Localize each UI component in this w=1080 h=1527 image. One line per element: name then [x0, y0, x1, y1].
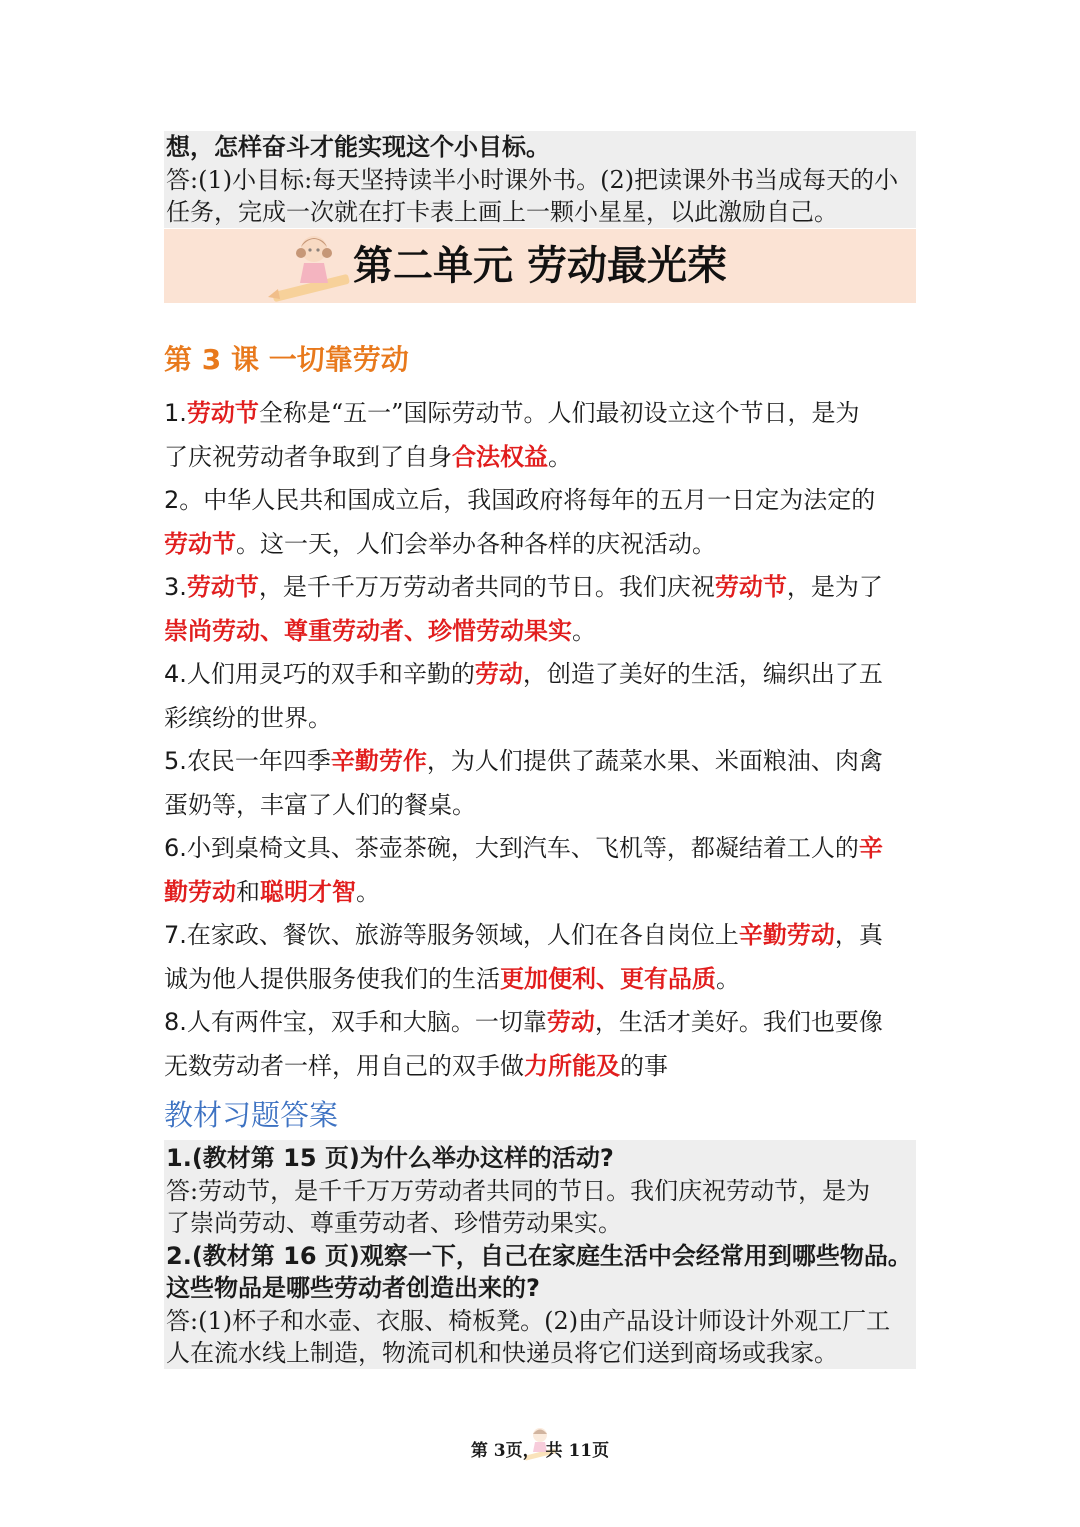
text: 的事 [620, 1051, 668, 1080]
point-number: 2 [164, 486, 180, 514]
text: 农民一年四季 [186, 747, 331, 775]
point-1 [164, 392, 924, 479]
point-7 [164, 914, 924, 1001]
text: 诚为他人提供服务使我们的生活 [164, 964, 500, 993]
text: 。这一天，人们会举办各种各样的庆祝活动。 [236, 529, 716, 558]
point-number: 1. [164, 399, 187, 427]
text: 了庆祝劳动者争取到了自身 [164, 442, 452, 471]
text: 人们用灵巧的双手和辛勤的 [186, 660, 475, 688]
point-number: 7. [164, 921, 187, 949]
highlight: 辛勤劳作 [330, 747, 427, 775]
exercises-title: 教材习题答案 [164, 1098, 339, 1132]
highlight: 劳动节 [186, 399, 259, 427]
exercise-question: 1.(教材第 15 页)为什么举办这样的活动? [166, 1144, 614, 1172]
point-3 [164, 566, 924, 653]
text: 。中华人民共和国成立后，我国政府将每年的五月一日定为法定的 [179, 486, 876, 514]
text: 和 [236, 877, 260, 906]
text: ，真 [834, 921, 883, 949]
highlight: 劳动节 [714, 573, 787, 601]
exercise-answer: 答:(1)杯子和水壶、衣服、椅板凳。(2)由产品设计师设计外观工厂工 [166, 1307, 891, 1335]
point-6 [164, 827, 924, 914]
answer-line: 任务，完成一次就在打卡表上画上一颗小星星，以此激励自己。 [166, 198, 838, 226]
highlight: 合法权益 [452, 442, 548, 471]
highlight: 劳动 [546, 1008, 595, 1036]
text: 。 [572, 616, 596, 645]
question-continuation: 想，怎样奋斗才能实现这个小目标。 [166, 133, 550, 161]
point-4 [164, 653, 924, 740]
highlight: 更加便利、更有品质 [500, 964, 716, 993]
text: ，是为了 [786, 573, 883, 601]
point-5 [164, 740, 924, 827]
text: 。 [716, 964, 740, 993]
text: 蛋奶等，丰富了人们的餐桌。 [164, 790, 476, 819]
point-number: 5. [164, 747, 187, 775]
highlight: 劳动 [474, 660, 523, 688]
highlight: 劳动节 [164, 529, 236, 558]
point-number: 6. [164, 834, 187, 862]
text: 无数劳动者一样，用自己的双手做 [164, 1051, 524, 1080]
exercise-question: 这些物品是哪些劳动者创造出来的? [166, 1274, 540, 1302]
text: 全称是“五一”国际劳动节。人们最初设立这个节日，是为 [258, 399, 860, 427]
highlight: 辛 [858, 834, 883, 862]
unit-title: 第二单元 劳动最光荣 [353, 243, 727, 289]
highlight: 力所能及 [524, 1051, 620, 1080]
answer-line: 答:(1)小目标:每天坚持读半小时课外书。(2)把读课外书当成每天的小 [166, 166, 899, 194]
highlight: 劳动节 [186, 573, 259, 601]
text: ，生活才美好。我们也要像 [594, 1008, 883, 1036]
point-number: 8. [164, 1008, 187, 1036]
highlight: 聪明才智 [260, 877, 356, 906]
text: 。 [356, 877, 380, 906]
point-number: 3. [164, 573, 187, 601]
point-number: 4. [164, 660, 187, 688]
exercise-answer: 人在流水线上制造，物流司机和快递员将它们送到商场或我家。 [166, 1339, 838, 1367]
text: 小到桌椅文具、茶壶茶碗，大到汽车、飞机等，都凝结着工人的 [186, 834, 859, 862]
text: 彩缤纷的世界。 [164, 703, 332, 732]
text: 在家政、餐饮、旅游等服务领域，人们在各自岗位上 [186, 921, 739, 949]
text: ，创造了美好的生活，编织出了五 [522, 660, 883, 688]
exercise-answer: 了崇尚劳动、尊重劳动者、珍惜劳动果实。 [166, 1209, 622, 1237]
point-2 [164, 479, 924, 566]
exercise-question: 2.(教材第 16 页)观察一下，自己在家庭生活中会经常用到哪些物品。 [166, 1242, 912, 1270]
page-number: 第 3页， 共 11页 [470, 1441, 610, 1461]
text: ，为人们提供了蔬菜水果、米面粮油、肉禽 [426, 747, 883, 775]
text: 人有两件宝，双手和大脑。一切靠 [186, 1008, 547, 1036]
unit-banner [164, 229, 916, 303]
text: ，是千千万万劳动者共同的节日。我们庆祝 [258, 573, 715, 601]
point-8 [164, 1001, 924, 1088]
lesson-title: 第 3 课 一切靠劳动 [164, 343, 409, 376]
exercise-answer: 答:劳动节，是千千万万劳动者共同的节日。我们庆祝劳动节，是为 [166, 1177, 871, 1205]
highlight: 崇尚劳动、尊重劳动者、珍惜劳动果实 [164, 616, 572, 645]
highlight: 勤劳动 [164, 877, 236, 906]
text: 。 [548, 442, 572, 471]
highlight: 辛勤劳动 [738, 921, 835, 949]
